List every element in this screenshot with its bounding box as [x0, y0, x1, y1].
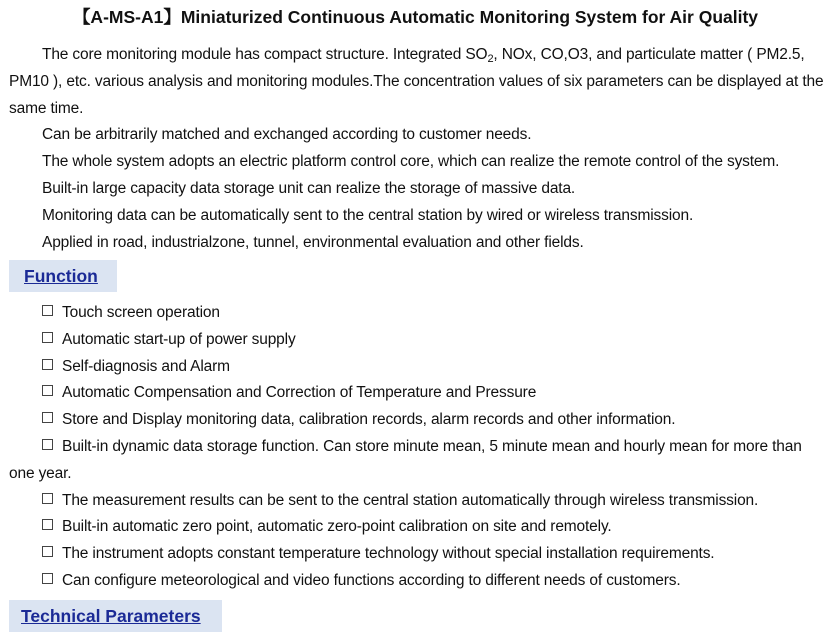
function-list-item: [9, 514, 825, 541]
checkbox-bullet-icon: [42, 546, 53, 557]
function-heading-bar: [9, 260, 117, 292]
checkbox-bullet-icon: [42, 385, 53, 396]
checkbox-bullet-icon: [42, 305, 53, 316]
intro-section: [9, 42, 825, 256]
function-list-item: [9, 568, 825, 595]
intro-paragraph: [9, 42, 825, 122]
function-list-item: [9, 380, 825, 407]
checkbox-bullet-icon: [42, 332, 53, 343]
function-item-text: Built-in dynamic data storage function. Can store minute mean, 5 minute mean and hourly mean for more than one year.: [9, 437, 802, 482]
checkbox-bullet-icon: [42, 359, 53, 370]
intro-paragraph: Built-in large capacity data storage unit can realize the storage of massive data.: [42, 179, 576, 197]
function-list-item: [9, 354, 825, 381]
function-item-text: Automatic start-up of power supply: [62, 330, 296, 348]
function-list-item: [9, 300, 825, 327]
function-list-item: [9, 541, 825, 568]
function-item-text: Built-in automatic zero point, automatic zero-point calibration on site and remotely.: [62, 518, 612, 536]
checkbox-bullet-icon: [42, 493, 53, 504]
technical-parameters-heading: Technical Parameters: [21, 606, 201, 626]
function-item-text: Can configure meteorological and video functions according to different needs of customers.: [62, 571, 681, 589]
function-heading: Function: [24, 266, 98, 286]
function-list-item: [9, 407, 825, 434]
intro-paragraph: Can be arbitrarily matched and exchanged according to customer needs.: [42, 126, 532, 144]
checkbox-bullet-icon: [42, 573, 53, 584]
so2-subscript: 2: [487, 53, 494, 65]
function-item-text: Store and Display monitoring data, calibration records, alarm records and other information.: [62, 411, 676, 429]
function-list-item: [9, 434, 825, 488]
checkbox-bullet-icon: [42, 519, 53, 530]
page-title: 【A-MS-A1】Miniaturized Continuous Automatic Monitoring System for Air Quality: [72, 7, 759, 27]
function-item-text: Automatic Compensation and Correction of Temperature and Pressure: [62, 384, 537, 402]
intro-paragraph: Applied in road, industrialzone, tunnel, environmental evaluation and other fields.: [42, 233, 584, 251]
function-item-text: Touch screen operation: [62, 304, 220, 321]
function-item-text: The instrument adopts constant temperature technology without special installation requirements.: [62, 545, 715, 563]
function-list: [9, 300, 825, 595]
intro-text-part: , NOx, CO,O3, and particulate matter ( PM2.5, PM10 ), etc. various analysis and monitoring modules.The concentration values of six parameters can be displayed at the same time.: [9, 46, 824, 117]
checkbox-bullet-icon: [42, 439, 53, 450]
intro-paragraph: Monitoring data can be automatically sent to the central station by wired or wireless transmission.: [42, 206, 694, 224]
intro-paragraph: The whole system adopts an electric platform control core, which can realize the remote control of the system.: [42, 153, 780, 171]
function-item-text: The measurement results can be sent to the central station automatically through wireless transmission.: [62, 491, 759, 509]
technical-parameters-heading-bar: [9, 600, 222, 632]
function-list-item: [9, 488, 825, 515]
checkbox-bullet-icon: [42, 412, 53, 423]
intro-text-part: The core monitoring module has compact structure. Integrated SO: [42, 46, 488, 63]
function-list-item: [9, 327, 825, 354]
function-item-text: Self-diagnosis and Alarm: [62, 357, 230, 375]
